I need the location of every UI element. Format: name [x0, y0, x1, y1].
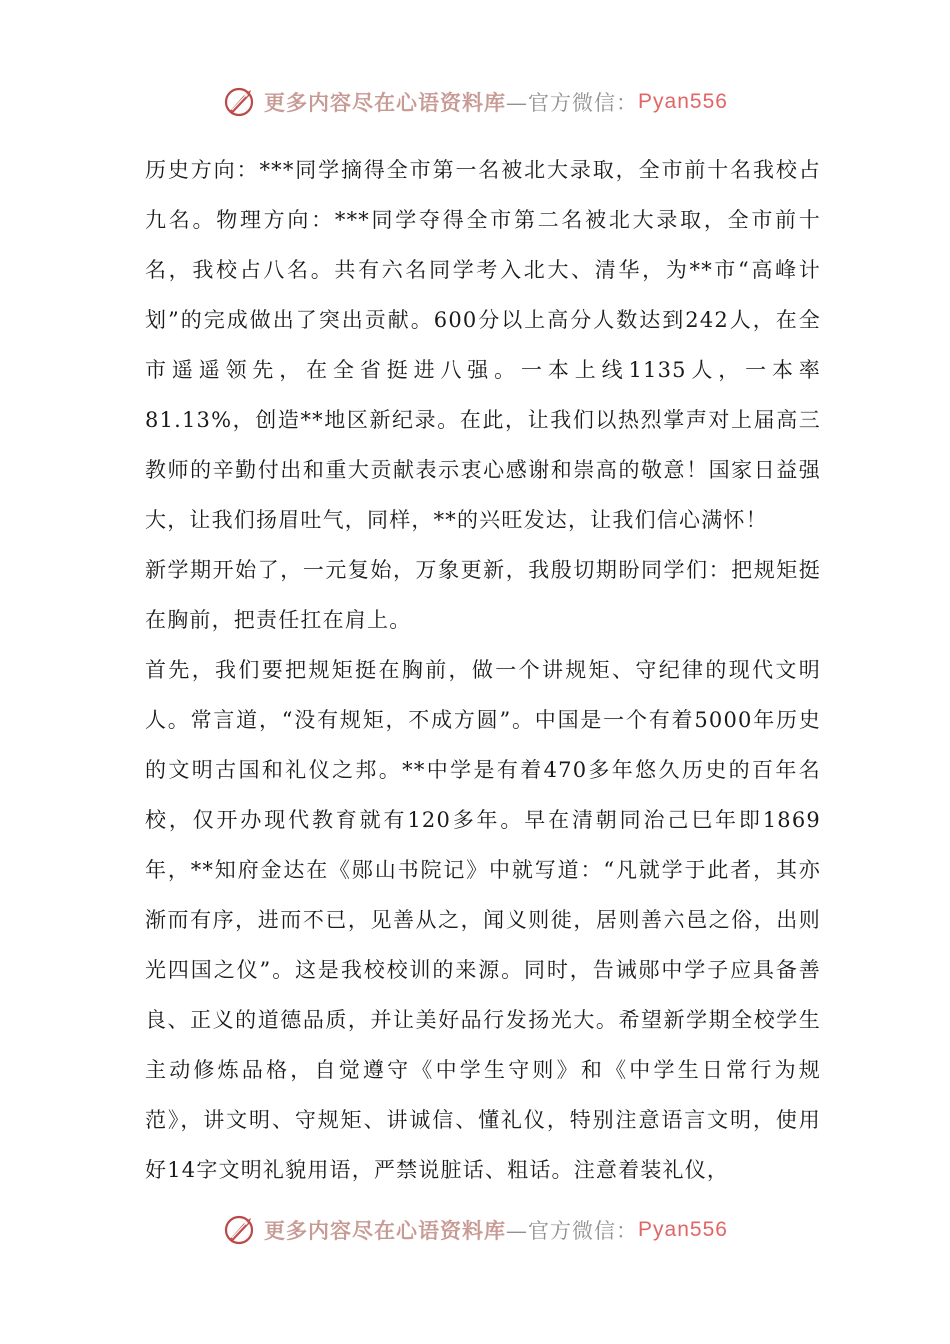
- footer-watermark-title: 更多内容尽在心语资料库: [264, 1218, 507, 1243]
- footer-watermark-wechat-id: Pyan556: [638, 1218, 728, 1241]
- header-watermark: [0, 80, 950, 124]
- pen-nib-icon: [222, 84, 258, 120]
- pen-nib-icon: [222, 1212, 258, 1248]
- header-watermark-wechat-label: —官方微信：: [506, 91, 639, 115]
- paragraph: 首先，我们要把规矩挺在胸前，做一个讲规矩、守纪律的现代文明人。常言道，“没有规矩，不成方圆”。中国是一个有着5000年历史的文明古国和礼仪之邦。**中学是有着470多年悠久历史的百年名校，仅开办现代教育就有120多年。早在清朝同治己巳年即1869年，**知府金达在《郧山书院记》中就写道：“凡就学于此者，其亦渐而有序，进而不已，见善从之，闻义则徙，居则善六邑之俗，出则光四国之仪”。这是我校校训的来源。同时，告诫郧中学子应具备善良、正义的道德品质，并让美好品行发扬光大。希望新学期全校学生主动修炼品格，自觉遵守《中学生守则》和《中学生日常行为规范》，讲文明、守规矩、讲诚信、懂礼仪，特别注意语言文明，使用好14字文明礼貌用语，严禁说脏话、粗话。注意着装礼仪，: [145, 658, 821, 1182]
- header-watermark-title: 更多内容尽在心语资料库: [264, 90, 507, 115]
- footer-watermark: [0, 1208, 950, 1252]
- footer-watermark-wechat-label: —官方微信：: [506, 1219, 639, 1243]
- header-watermark-wechat-id: Pyan556: [638, 90, 728, 113]
- document-body: [145, 145, 821, 1195]
- paragraph: 新学期开始了，一元复始，万象更新，我殷切期盼同学们：把规矩挺在胸前，把责任扛在肩上。: [145, 558, 821, 632]
- paragraph: 历史方向：***同学摘得全市第一名被北大录取，全市前十名我校占九名。物理方向：***同学夺得全市第二名被北大录取，全市前十名，我校占八名。共有六名同学考入北大、清华，为**市“高峰计划”的完成做出了突出贡献。600分以上高分人数达到242人，在全市遥遥领先，在全省挺进八强。一本上线1135人，一本率81.13%，创造**地区新纪录。在此，让我们以热烈掌声对上届高三教师的辛勤付出和重大贡献表示衷心感谢和崇高的敬意！国家日益强大，让我们扬眉吐气，同样，**的兴旺发达，让我们信心满怀！: [145, 158, 821, 532]
